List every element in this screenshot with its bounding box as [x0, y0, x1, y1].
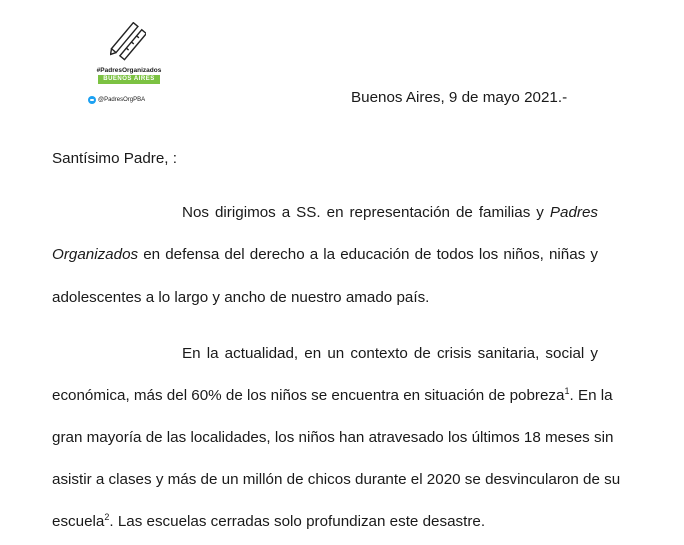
letter-date: Buenos Aires, 9 de mayo 2021.- — [351, 89, 568, 106]
logo-region-badge: BUENOS AIRES — [98, 75, 160, 84]
paragraph-1-line-2: Organizados en defensa del derecho a la educación de todos los niños, niñas y — [52, 246, 598, 263]
paragraph-2-line-4: asistir a clases y más de un millón de chicos durante el 2020 se desvincularon de su — [52, 471, 621, 488]
paragraph-2-line-5: escuela$^2$. Las escuelas cerradas solo profundizan este desastre. — [52, 511, 486, 530]
paragraph-2-line-2: económica, más del 60% de los niños se encuentra en situación de pobreza$^1$. En la — [52, 385, 613, 404]
logo-hashtag: #PadresOrganizados — [96, 67, 162, 74]
paragraph-1-line-3: adolescentes a lo largo y ancho de nuestro amado país. — [52, 289, 430, 306]
paragraph-2-line-3: gran mayoría de las localidades, los niños han atravesado los últimos 18 meses sin — [52, 429, 614, 446]
footnote-2-ref: 2 — [104, 511, 110, 522]
twitter-handle — [88, 96, 145, 104]
letter-salutation: Santísimo Padre, : — [52, 150, 177, 167]
paragraph-2-line-1: En la actualidad, en un contexto de crisis sanitaria, social y — [182, 345, 598, 362]
pencil-ruler-icon — [110, 22, 146, 64]
paragraph-1-line-1: Nos dirigimos a SS. en representación de familias y Padres — [182, 204, 598, 221]
twitter-bird-icon — [88, 96, 96, 104]
twitter-handle-text: @PadresOrgPBA — [98, 97, 146, 103]
footnote-1-ref: 1 — [564, 385, 570, 396]
